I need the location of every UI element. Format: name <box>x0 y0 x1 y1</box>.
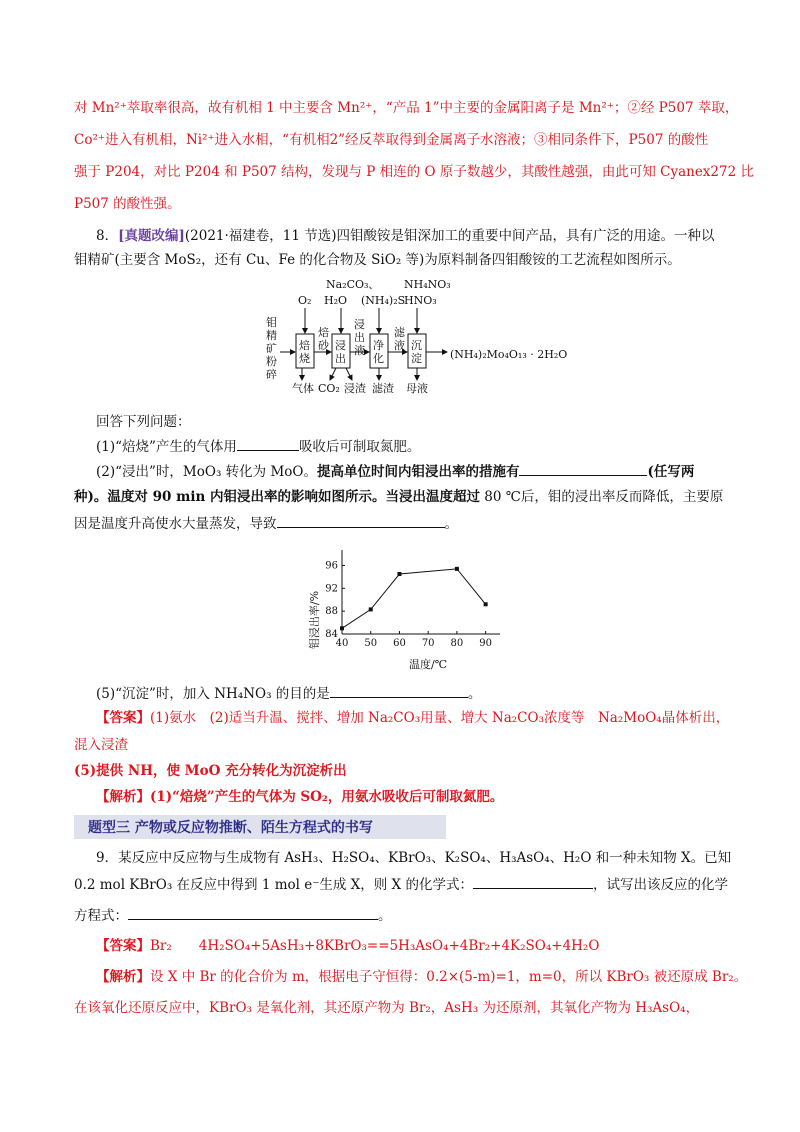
para-line-4: P507 的酸性强。 <box>74 196 181 212</box>
q8-p1-prefix: (1)“焙烧”产生的气体用 <box>96 439 237 455</box>
q9-answer-tag: 【答案】 <box>96 938 150 954</box>
flow-start-2: 精 <box>266 329 277 342</box>
reagent-na2co3: Na₂CO₃、 <box>326 278 380 291</box>
q8-p2-hint: (任写两 <box>647 464 695 480</box>
arrow-label-3a: 滤 <box>394 326 405 339</box>
out-filter-residue: 滤渣 <box>372 382 394 395</box>
q9-blank-equation[interactable] <box>128 905 378 920</box>
q9-answer <box>96 936 599 956</box>
q8-p5-blank[interactable] <box>330 683 468 698</box>
arrow-label-2a: 浸 <box>354 318 365 331</box>
q8-p2-end: 。 <box>444 516 458 532</box>
reagent-hno3: HNO₃ <box>404 294 437 307</box>
chart-series-line <box>342 569 486 628</box>
q8-p2-temp-text: 种)。温度对 90 min 内钼浸出率的影响如图所示。当浸出温度超过 <box>74 489 481 505</box>
q8-p2-reason: 因是温度升高使水大量蒸发，导致 <box>74 516 277 532</box>
out-mother-liquor: 母液 <box>406 382 428 395</box>
box-label-2a: 浸 <box>335 339 346 352</box>
chart-y-tick-label: 84 <box>325 629 338 640</box>
flow-start-4: 粉 <box>266 355 277 368</box>
q8-part-2-line-3 <box>74 513 458 534</box>
arrow-label-1a: 焙 <box>318 326 329 339</box>
q9-line-2 <box>74 874 728 895</box>
q9-analysis-tag: 【解析】 <box>96 969 150 985</box>
q8-p5-prefix: (5)“沉淀”时，加入 NH₄NO₃ 的目的是 <box>96 686 330 702</box>
q8-p2-blank-2[interactable] <box>277 513 445 528</box>
chart-x-tick-label: 90 <box>479 638 493 649</box>
chart-data-point <box>397 572 401 576</box>
box-label-2b: 出 <box>335 352 346 365</box>
q8-p2-temp-text-2: 80 ℃后，钼的浸出率反而降低，主要原 <box>480 489 724 505</box>
q8-stem-line-1 <box>96 226 715 246</box>
q9-l3-end: 。 <box>378 908 392 924</box>
q8-answer-line-1 <box>96 708 729 728</box>
box-label-4a: 沉 <box>411 339 422 352</box>
arrow-label-2b: 出 <box>354 331 365 344</box>
arrow-label-3b: 液 <box>394 339 405 352</box>
q8-p2-prefix: (2)“浸出”时，MoO₃ 转化为 MoO。 <box>96 464 317 480</box>
box-label-1b: 烧 <box>299 352 310 365</box>
q8-p2-question: 提高单位时间内钼浸出率的措施有 <box>316 464 520 480</box>
chart-x-tick-label: 80 <box>450 638 464 649</box>
box-label-1a: 焙 <box>299 339 310 352</box>
reagent-nh4no3: NH₄NO₃ <box>404 278 451 291</box>
out-co2: CO₂ <box>318 382 340 395</box>
q9-line-1: 9．某反应中反应物与生成物有 AsH₃、H₂SO₄、KBrO₃、K₂SO₄、H₃AsO₄、H₂O 和一种未知物 X。已知 <box>96 850 732 866</box>
q8-p1-blank[interactable] <box>237 436 299 451</box>
chart-y-tick-label: 92 <box>325 583 338 595</box>
para-line-3: 强于 P204，对比 P204 和 P507 结构，发现与 P 相连的 O 原子数越少，其酸性越强，由此可知 Cyanex272 比 <box>74 164 754 180</box>
q9-blank-formula[interactable] <box>473 874 593 889</box>
chart-y-tick-label: 96 <box>325 560 338 572</box>
flow-start-1: 钼 <box>266 316 277 329</box>
q8-answer-line-3: (5)提供 NH，使 MoO 充分转化为沉淀析出 <box>74 763 347 779</box>
section-banner <box>74 815 446 839</box>
chart-xlabel: 温度/℃ <box>408 658 448 670</box>
chart-data-point <box>455 567 459 571</box>
chart-x-tick-label: 50 <box>364 638 378 649</box>
q8-analysis-tag: 【解析】 <box>96 789 150 805</box>
flow-start-3: 矿 <box>266 342 277 355</box>
q9-l3-prefix: 方程式： <box>74 908 128 924</box>
arrow-label-1b: 砂 <box>318 339 329 352</box>
flow-start-5: 碎 <box>266 368 277 381</box>
chart-data-point <box>369 607 373 611</box>
chart-x-tick-label: 40 <box>335 638 349 649</box>
box-label-3a: 净 <box>373 339 384 352</box>
q8-part-5 <box>96 683 481 704</box>
q8-analysis <box>96 787 503 807</box>
box-label-3b: 化 <box>373 352 384 365</box>
reagent-h2o: H₂O <box>324 294 348 307</box>
q8-answer-line-2: 混入浸渣 <box>74 737 128 753</box>
q8-part-2-line-2 <box>74 487 723 507</box>
q8-number: 8． <box>96 228 119 244</box>
out-gas: 气体 <box>292 382 314 395</box>
q8-part-1 <box>96 436 420 457</box>
q8-part-2-line-1 <box>96 461 694 482</box>
box-label-4b: 淀 <box>411 352 422 365</box>
arrow-label-2c: 液 <box>354 344 365 357</box>
reagent-nh4-2s: (NH₄)₂S <box>361 294 406 307</box>
q8-p2-blank-1[interactable] <box>519 461 647 476</box>
q8-p5-end: 。 <box>467 686 482 702</box>
out-leach-residue: 浸渣 <box>344 382 366 395</box>
product-label: (NH₄)₂Mo₄O₁₃ · 2H₂O <box>450 348 568 361</box>
q8-tag: [真题改编] <box>118 228 185 244</box>
reagent-o2: O₂ <box>298 294 312 307</box>
q9-analysis-line-1 <box>96 967 747 987</box>
q8-source: (2021·福建卷，11 节选) <box>184 228 337 244</box>
q9-l2-suffix: ，试写出该反应的化学 <box>592 877 728 893</box>
chart-ylabel: 钼浸出率/% <box>308 590 321 650</box>
para-line-2: Co²⁺进入有机相，Ni²⁺进入水相，“有机相2”经反萃取得到金属离子水溶液；③相同条件下，P507 的酸性 <box>74 132 709 148</box>
q8-p1-suffix: 吸收后可制取氮肥。 <box>298 439 421 455</box>
chart-y-tick-label: 88 <box>325 606 338 618</box>
section-title: 题型三 产物或反应物推断、陌生方程式的书写 <box>88 820 373 836</box>
process-flow-diagram <box>258 274 588 404</box>
q8-answer-1: (1)氨水 (2)适当升温、搅拌、增加 Na₂CO₃用量、增大 Na₂CO₃浓度等 Na₂MoO₄晶体析出， <box>150 710 730 726</box>
q9-l2-prefix: 0.2 mol KBrO₃ 在反应中得到 1 mol e⁻生成 X，则 X 的化学式： <box>74 877 473 893</box>
chart-data-point <box>484 602 488 606</box>
leach-rate-chart <box>300 540 520 670</box>
q8-analysis-1: (1)“焙烧”产生的气体为 SO₂，用氨水吸收后可制取氮肥。 <box>150 789 504 805</box>
q8-answer-tag: 【答案】 <box>96 710 150 726</box>
para-line-1: 对 Mn²⁺萃取率很高，故有机相 1 中主要含 Mn²⁺，“产品 1”中主要的金属阳离子是 Mn²⁺；②经 P507 萃取， <box>74 100 739 116</box>
q8-stem-line-2: 钼精矿(主要含 MoS₂，还有 Cu、Fe 的化合物及 SiO₂ 等)为原料制备四钼酸铵的工艺流程如图所示。 <box>74 252 681 268</box>
q9-analysis-line-2: 在该氧化还原反应中，KBrO₃ 是氧化剂，其还原产物为 Br₂，AsH₃ 为还原剂，其氧化产物为 H₃AsO₄， <box>74 1000 700 1016</box>
chart-x-tick-label: 60 <box>393 638 406 649</box>
q8-stem-1: 四钼酸铵是钼深加工的重要中间产品，具有广泛的用途。一种以 <box>336 228 715 244</box>
q9-line-3 <box>74 905 392 926</box>
chart-data-point <box>340 626 344 630</box>
q9-analysis-1: 设 X 中 Br 的化合价为 m，根据电子守恒得：0.2×(5-m)=1，m=0，所以 KBrO₃ 被还原成 Br₂。 <box>150 969 748 985</box>
chart-x-tick-label: 70 <box>421 638 435 649</box>
q8-ask: 回答下列问题： <box>96 414 191 430</box>
q9-answer-text: Br₂ 4H₂SO₄+5AsH₃+8KBrO₃==5H₃AsO₄+4Br₂+4K₂SO₄+4H₂O <box>150 938 600 954</box>
